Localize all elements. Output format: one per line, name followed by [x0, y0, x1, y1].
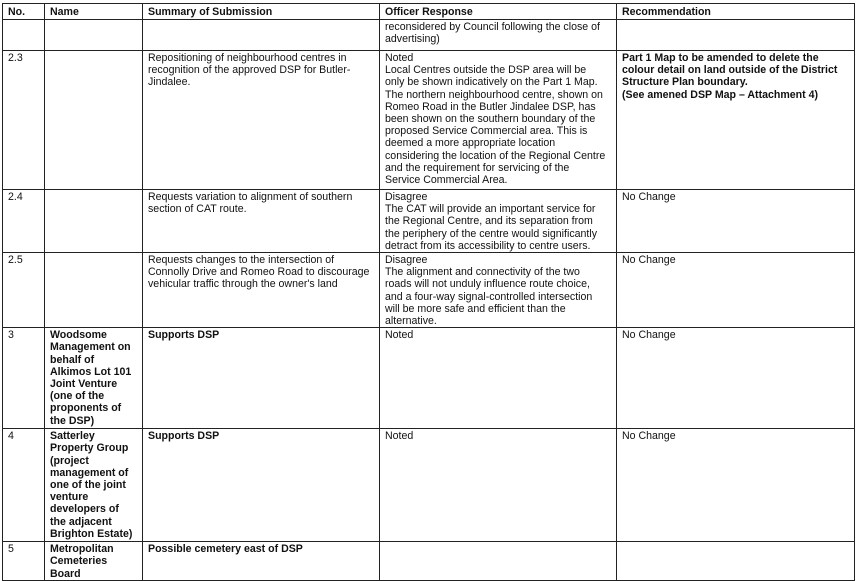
row-name: Woodsome Management on behalf of Alkimos Lot 101 Joint Venture (one of the proponents of the DSP) [45, 328, 143, 429]
row-officer-response: Disagree The alignment and connectivity of the two roads will not unduly influence route choice, and a four-way signal-controlled intersection will be more safe and efficient than the alternative. [380, 253, 617, 328]
table-row [3, 429, 855, 542]
header-no: No. [3, 4, 45, 20]
row-recommendation: No Change [617, 328, 855, 429]
row-summary: Requests changes to the intersection of Connolly Drive and Romeo Road to discourage vehicular traffic through the owner's land [143, 253, 380, 328]
row-summary: Supports DSP [143, 429, 380, 542]
row-summary [143, 20, 380, 51]
row-recommendation: Part 1 Map to be amended to delete the colour detail on land outside of the District Structure Plan boundary. (See amened DSP Map – Attachment 4) [617, 51, 855, 190]
header-name: Name [45, 4, 143, 20]
row-summary: Repositioning of neighbourhood centres in recognition of the approved DSP for Butler- Jindalee. [143, 51, 380, 190]
row-recommendation [617, 20, 855, 51]
row-no: 5 [3, 542, 45, 581]
row-officer-response: Noted [380, 429, 617, 542]
row-no: 2.4 [3, 190, 45, 253]
row-no: 3 [3, 328, 45, 429]
row-name: Metropolitan Cemeteries Board [45, 542, 143, 581]
row-no [3, 20, 45, 51]
row-recommendation [617, 542, 855, 581]
table-row [3, 20, 855, 51]
row-officer-response [380, 542, 617, 581]
header-recommendation: Recommendation [617, 4, 855, 20]
row-no: 4 [3, 429, 45, 542]
row-recommendation: No Change [617, 253, 855, 328]
table-row [3, 542, 855, 581]
row-summary: Requests variation to alignment of southern section of CAT route. [143, 190, 380, 253]
row-recommendation: No Change [617, 190, 855, 253]
table-row [3, 190, 855, 253]
row-summary: Possible cemetery east of DSP [143, 542, 380, 581]
row-name [45, 190, 143, 253]
submissions-table [2, 3, 855, 581]
table-row [3, 253, 855, 328]
table-row [3, 51, 855, 190]
row-no: 2.3 [3, 51, 45, 190]
row-officer-response: Disagree The CAT will provide an important service for the Regional Centre, and its separation from the periphery of the centre would significantly detract from its accessibility to centre users. [380, 190, 617, 253]
header-officer-response: Officer Response [380, 4, 617, 20]
row-summary: Supports DSP [143, 328, 380, 429]
row-name: Satterley Property Group (project management of one of the joint venture developers of the adjacent Brighton Estate) [45, 429, 143, 542]
row-name [45, 51, 143, 190]
header-summary: Summary of Submission [143, 4, 380, 20]
row-officer-response: reconsidered by Council following the close of advertising) [380, 20, 617, 51]
row-no: 2.5 [3, 253, 45, 328]
row-officer-response: Noted Local Centres outside the DSP area will be only be shown indicatively on the Part 1 Map. The northern neighbourhood centre, shown on Romeo Road in the Butler Jindalee DSP, has been shown on the southern boundary of the proposed Service Commercial area. This is deemed a more appropriate location considering the location of the Regional Centre and the requirement for servicing of the Service Commercial Area. [380, 51, 617, 190]
table-row [3, 328, 855, 429]
row-officer-response: Noted [380, 328, 617, 429]
row-name [45, 20, 143, 51]
table-header-row [3, 4, 855, 20]
row-name [45, 253, 143, 328]
row-recommendation: No Change [617, 429, 855, 542]
